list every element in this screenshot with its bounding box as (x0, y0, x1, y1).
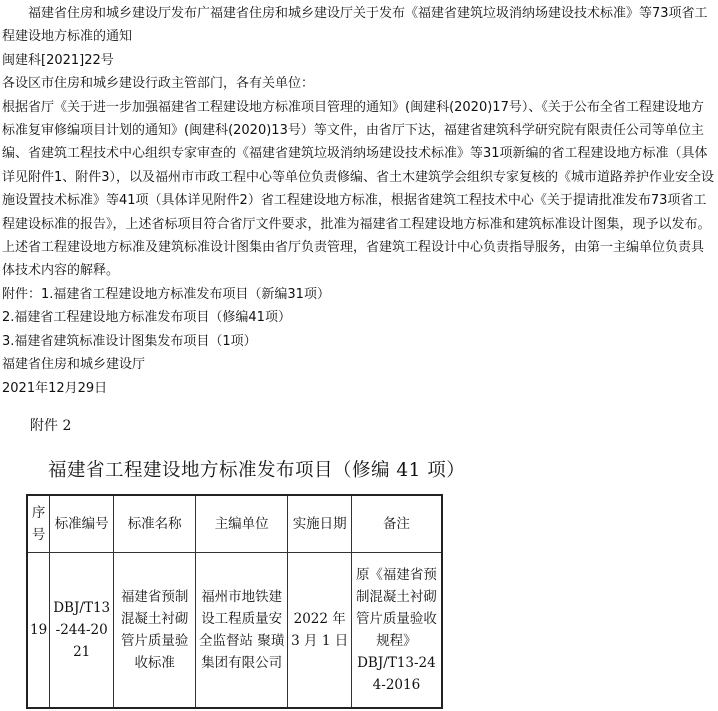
notice-text (2, 2, 716, 400)
note-text: 原《福建省预制混凝土衬砌管片质量验收规程》 (355, 567, 437, 649)
cell-code: DBJ/T13-244-2021 (50, 553, 114, 709)
table-header-row (27, 495, 442, 553)
issue-date: 2021年12月29日 (2, 380, 108, 396)
attachment-item-2: 2.福建省工程建设地方标准发布项目（修编41项） (2, 310, 291, 326)
document-number: 闽建科[2021]22号 (2, 52, 114, 68)
attachment-item-3: 3.福建省建筑标准设计图集发布项目（1项） (2, 333, 257, 349)
note-code: DBJ/T13-244-2016 (357, 655, 436, 693)
header-code: 标准编号 (50, 495, 114, 553)
cell-name: 福建省预制混凝土衬砌管片质量验收标准 (114, 553, 196, 709)
attachment-label: 附件 2 (30, 418, 72, 434)
notice-body-paragraph: 上述省工程建设地方标准及建筑标准设计图集由省厅负责管理，省建筑工程设计中心负责指导服务，由第一主编单位负责具体技术内容的解释。 (2, 240, 705, 279)
cell-unit: 福州市地铁建设工程质量安全监督站 聚璜集团有限公司 (196, 553, 288, 709)
cell-seq: 19 (27, 553, 50, 709)
table-row (27, 553, 442, 709)
header-name: 标准名称 (114, 495, 196, 553)
attachment-item-1: 附件：1.福建省工程建设地方标准发布项目（新编31项） (2, 286, 330, 302)
table-title: 福建省工程建设地方标准发布项目（修编 41 项） (48, 460, 466, 481)
cell-note (352, 553, 442, 709)
header-date: 实施日期 (288, 495, 352, 553)
standards-table (26, 494, 443, 709)
notice-body-paragraph: 根据省厅《关于进一步加强福建省工程建设地方标准项目管理的通知》(闽建科(2020)17号）、《关于公布全省工程建设地方标准复审修编项目计划的通知》(闽建科(2020)13号）等文件，由省厅下达，福建省建筑科学研究院有限责任公司等单位主编、省建筑工程技术中心组织专家审查的《福建省建筑垃圾消纳场建设技术标准》等31项新编的省工程建设地方标准（具体详见附件1、附件3），以及福州市市政工程中心等单位负责修编、省土木建筑学会组织专家复核的《城市道路养护作业安全设施设置技术标准》等41项（具体详见附件2）省工程建设地方标准，根据省建筑工程技术中心《关于提请批准发布73项省工程建设标准的报告》，上述省标项目符合省厅文件要求，批准为福建省工程建设地方标准和建筑标准设计图集，现予以发布。 (2, 99, 715, 232)
header-seq: 序号 (27, 495, 50, 553)
cell-date: 2022 年 3 月 1 日 (288, 553, 352, 709)
header-note: 备注 (352, 495, 442, 553)
salutation: 各设区市住房和城乡建设行政主管部门，各有关单位： (2, 76, 315, 92)
notice-headline: 福建省住房和城乡建设厅发布广福建省住房和城乡建设厅关于发布《福建省建筑垃圾消纳场建设技术标准》等73项省工程建设地方标准的通知 (2, 6, 708, 45)
header-unit: 主编单位 (196, 495, 288, 553)
issuer: 福建省住房和城乡建设厅 (2, 357, 146, 373)
